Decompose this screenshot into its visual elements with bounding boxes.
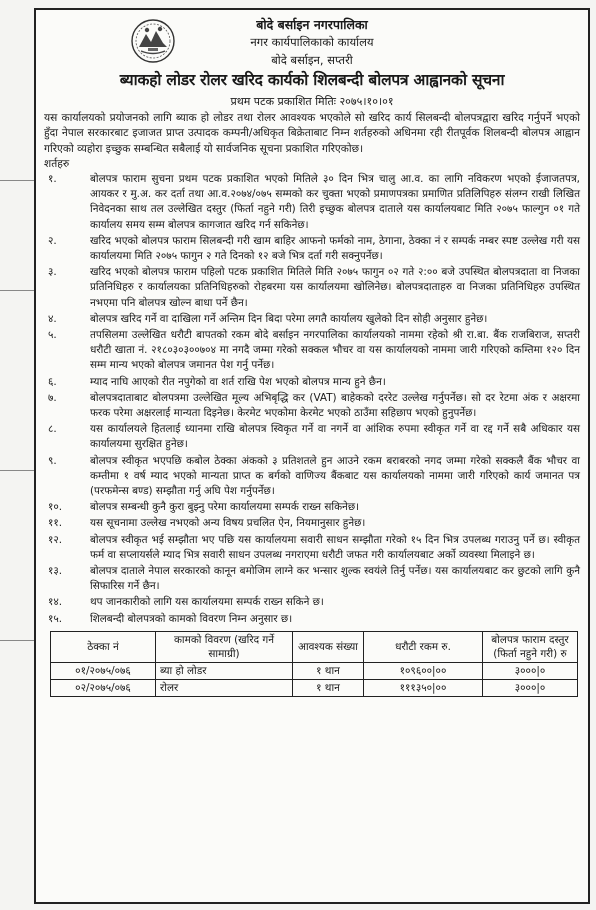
term-number: ९. bbox=[48, 454, 57, 467]
table-row bbox=[51, 662, 578, 679]
term-text: बोलपत्र खरिद गर्ने वा दाखिला गर्ने अन्तिम दिन बिदा परेमा लगतै कार्यालय खुलेको दिन सोही अनुसार हुनेछ। bbox=[90, 312, 488, 325]
term-text: म्याद नाघि आएको रीत नपुगेको वा शर्त राखि पेश भएको बोलपत्र मान्य हुने छैन। bbox=[90, 375, 386, 388]
table-cell: १ थान bbox=[293, 662, 364, 679]
term-text: खरिद भएको बोलपत्र फाराम पहिलो पटक प्रकाशित मितिले मिति २०७५ फागुन ०२ गते २:०० बजे उपस्थित बोलपत्रदाता वा निजका प्रतिनिधिहरु र कार्यालयका प्रतिनिधिहरुको रोहबरमा यस कार्यालयमा खोलिनेछ। बोलपत्रदाताहरु वा निजका प्रतिनिधिहरु उपस्थित नभएमा पनि बोलपत्र खोल्न बाधा पर्ने छैन। bbox=[90, 266, 580, 309]
term-item bbox=[42, 595, 580, 610]
table-cell: ०१/२०७५/०७६ bbox=[51, 662, 156, 679]
term-number: ११. bbox=[48, 517, 63, 530]
term-item bbox=[42, 265, 580, 311]
term-number: ३. bbox=[48, 266, 57, 279]
terms-list bbox=[36, 172, 588, 627]
term-number: १५. bbox=[48, 612, 63, 625]
term-number: ७. bbox=[48, 391, 57, 404]
col-header-description: कामको विवरण (खरिद गर्ने सामाग्री) bbox=[156, 631, 293, 662]
term-number: १३. bbox=[48, 564, 63, 577]
term-item bbox=[42, 500, 580, 515]
term-item bbox=[42, 516, 580, 531]
office-address: बोदे बर्साइन, सप्तरी bbox=[271, 53, 353, 67]
term-number: १०. bbox=[48, 501, 63, 514]
term-number: ८. bbox=[48, 423, 57, 436]
col-header-form-fee: बोलपत्र फाराम दस्तुर (फिर्ता नहुने गरी) रु bbox=[483, 631, 578, 662]
table-cell: रोलर bbox=[156, 679, 293, 696]
table-cell: १११३५०|०० bbox=[364, 679, 483, 696]
term-number: ४. bbox=[48, 312, 57, 325]
term-number: ६. bbox=[48, 375, 57, 388]
term-item bbox=[42, 172, 580, 233]
term-item bbox=[42, 612, 580, 627]
term-number: ५. bbox=[48, 328, 57, 341]
left-margin-lines bbox=[0, 0, 34, 910]
intro-paragraph: यस कार्यालयको प्रयोजनको लागि ब्याक हो लोडर तथा रोलर आवश्यक भएकोले सो खरिद कार्य सिलबन्दी बोलपत्रद्वारा खरिद गर्नुपर्ने भएको हुँदा नेपाल सरकारबाट इजाजत प्राप्त उत्पादक कम्पनी/अधिकृत बिक्रेताबाट निम्न शर्तहरुको अधिनमा रही रीतपूर्वक शिलबन्दी बोलपत्र आह्वान गरिएको व्यहोरा इच्छुक सम्बन्धित सबैलाई यो सार्वजनिक सूचना प्रकाशित गरिएकोछ। bbox=[44, 112, 580, 155]
table-cell: १०९६००|०० bbox=[364, 662, 483, 679]
term-item bbox=[42, 564, 580, 594]
table-cell: ०२/२०७५/०७६ bbox=[51, 679, 156, 696]
term-text: बोलपत्र दाताले नेपाल सरकारको कानून बमोजिम लाग्ने कर भन्सार शुल्क स्वयंले तिर्नु पर्नेछ। यस कार्यालयबाट कर छुटको लागि कुनै सिफारिस गर्ने छैन। bbox=[90, 564, 580, 593]
col-header-quantity: आवश्यक संख्या bbox=[293, 631, 364, 662]
work-details-table bbox=[50, 631, 578, 697]
term-text: तपसिलमा उल्लेखित धरौटी बापतको रकम बोदे बर्साइन नगरपालिका कार्यालयको नाममा रहेको श्री रा.बा. बैंक राजबिराज, सप्तरी धरौटी खाता नं. २१८०३०३००७०४ मा नगदै जम्मा गरेको सक्कल भौचर वा यस कार्यालयको नाममा जारी गरिएको कम्तिमा १२० दिन सम्म मान्य भएको बोलपत्र जमानत पेश गर्नु पर्नेछ। bbox=[90, 328, 580, 372]
table-row bbox=[51, 679, 578, 696]
term-text: शिलबन्दी बोलपत्रको कामको विवरण निम्न अनुसार छ। bbox=[90, 612, 293, 625]
term-number: १२. bbox=[48, 533, 63, 546]
term-text: बोलपत्र फाराम सुचना प्रथम पटक प्रकाशित भएको मितिले ३० दिन भित्र चालु आ.व. का लागि नविकरण भएको ईजाजतपत्र, आयकर र मु.अ. कर दर्ता तथा आ.व.२०७४/०७५ सम्मको कर चुक्ता भएको प्रमाणपत्रका प्रमाणित प्रतिलिपिहरु संलग्न राखी लिखित निवेदनका साथ तल उल्लेखित दस्तुर (फिर्ता नहुने गरी) तिरी इच्छुक बोलपत्र दाताले यस कार्यालयबाट मिति २०७५ फाल्गुन ०१ गते कार्यालय समय सम्म बोलपत्र कागजात खरिद गर्न सकिनेछ। bbox=[90, 172, 580, 231]
table-cell: ३०००|० bbox=[483, 679, 578, 696]
notice-frame bbox=[34, 8, 590, 904]
term-text: खरिद भएको बोलपत्र फाराम सिलबन्दी गरी खाम बाहिर आफनो फर्मको नाम, ठेगाना, ठेक्का नं र सम्पर्क नम्बर स्पष्ट उल्लेख गरी यस कार्यालयमा मिति २०७५ फागुन २ गते दिनको १२ बजे भित्र दर्ता गरी सक्नुपर्नेछ। bbox=[90, 234, 580, 262]
term-item bbox=[42, 422, 580, 452]
term-text: बोलपत्र स्वीकृत भई सम्झौता भए पछि यस कार्यालयमा सवारी साधन सम्झौता गरेको १५ दिन भित्र उपलब्ध गराउनु पर्ने छ। स्वीकृत फर्म वा सप्लायर्सले म्याद भित्र सवारी साधन उपलब्ध नगराएमा धरौटी जफत गरी कार्यालयबाट अर्को व्यवस्था मिलाइने छ। bbox=[90, 533, 580, 561]
term-item bbox=[42, 391, 580, 421]
table-cell: ३०००|० bbox=[483, 662, 578, 679]
term-text: बोलपत्र स्वीकृत भएपछि कबोल ठेक्का अंकको ३ प्रतिशतले हुन आउने रकम बराबरको नगद जम्मा गरेको सक्कलै बैंक भौचर वा कम्तीमा १ वर्ष म्याद भएको मान्यता प्राप्त क बर्गको वाणिज्य बैंकबाट यस कार्यालयको नाममा जारी गरिएको कार्य जमानत पत्र (परफमेन्स बण्ड) सम्झौता गर्नु अघि पेश गर्नुपर्नेछ। bbox=[90, 454, 580, 497]
term-text: बोलपत्र सम्बन्धी कुनै कुरा बुझ्नु परेमा कार्यालयमा सम्पर्क राख्न सकिनेछ। bbox=[90, 501, 360, 514]
term-text: यस कार्यालयले हितलाई ध्यानमा राखि बोलपत्र स्विकृत गर्ने वा नगर्ने वा आंशिक रुपमा स्वीकृत गर्ने वा रद्द गर्ने सबै अधिकार यस कार्यालयमा सुरक्षित हुनेछ। bbox=[90, 423, 580, 451]
term-item bbox=[42, 533, 580, 563]
term-item bbox=[42, 234, 580, 264]
term-item bbox=[42, 375, 580, 390]
table-header-row bbox=[51, 631, 578, 662]
term-text: यस सूचनामा उल्लेख नभएको अन्य विषय प्रचलित ऐन, नियमानुसार हुनेछ। bbox=[90, 517, 366, 530]
org-name: बोदे बर्साइन नगरपालिका bbox=[256, 17, 368, 32]
term-item bbox=[42, 312, 580, 327]
notice-title: ब्याकहो लोडर रोलर खरिद कार्यको शिलबन्दी बोलपत्र आह्वानको सूचना bbox=[119, 71, 505, 89]
term-number: १४. bbox=[48, 596, 63, 609]
publication-date: प्रथम पटक प्रकाशित मितिः २०७५।१०।०१ bbox=[230, 95, 394, 108]
term-number: २. bbox=[48, 234, 57, 247]
notice-header bbox=[36, 10, 588, 88]
col-header-contract-no: ठेक्का नं bbox=[51, 631, 156, 662]
table-cell: १ थान bbox=[293, 679, 364, 696]
term-number: १. bbox=[48, 172, 57, 185]
terms-heading: शर्तहरु bbox=[44, 157, 70, 170]
office-name: नगर कार्यपालिकाको कार्यालय bbox=[250, 35, 374, 49]
term-text: बोलपत्रदाताबाट बोलपत्रमा उल्लेखित मूल्य अभिबृद्धि कर (VAT) बाहेकको दररेट उल्लेख गर्नुपर्नेछ। सो दर रेटमा अंक र अक्षरमा फरक परेमा अक्षरलाई मान्यता दिइनेछ। केरमेट भएकोमा केरमेट भएको ठाउँमा सहिछाप भएको हुनुपर्नेछ। bbox=[90, 391, 580, 419]
term-item bbox=[42, 454, 580, 500]
table-cell: ब्या हो लोडर bbox=[156, 662, 293, 679]
term-item bbox=[42, 328, 580, 374]
term-text: थप जानकारीको लागि यस कार्यालयमा सम्पर्क राख्न सकिने छ। bbox=[90, 596, 324, 609]
col-header-deposit: धरौटी रकम रु. bbox=[364, 631, 483, 662]
